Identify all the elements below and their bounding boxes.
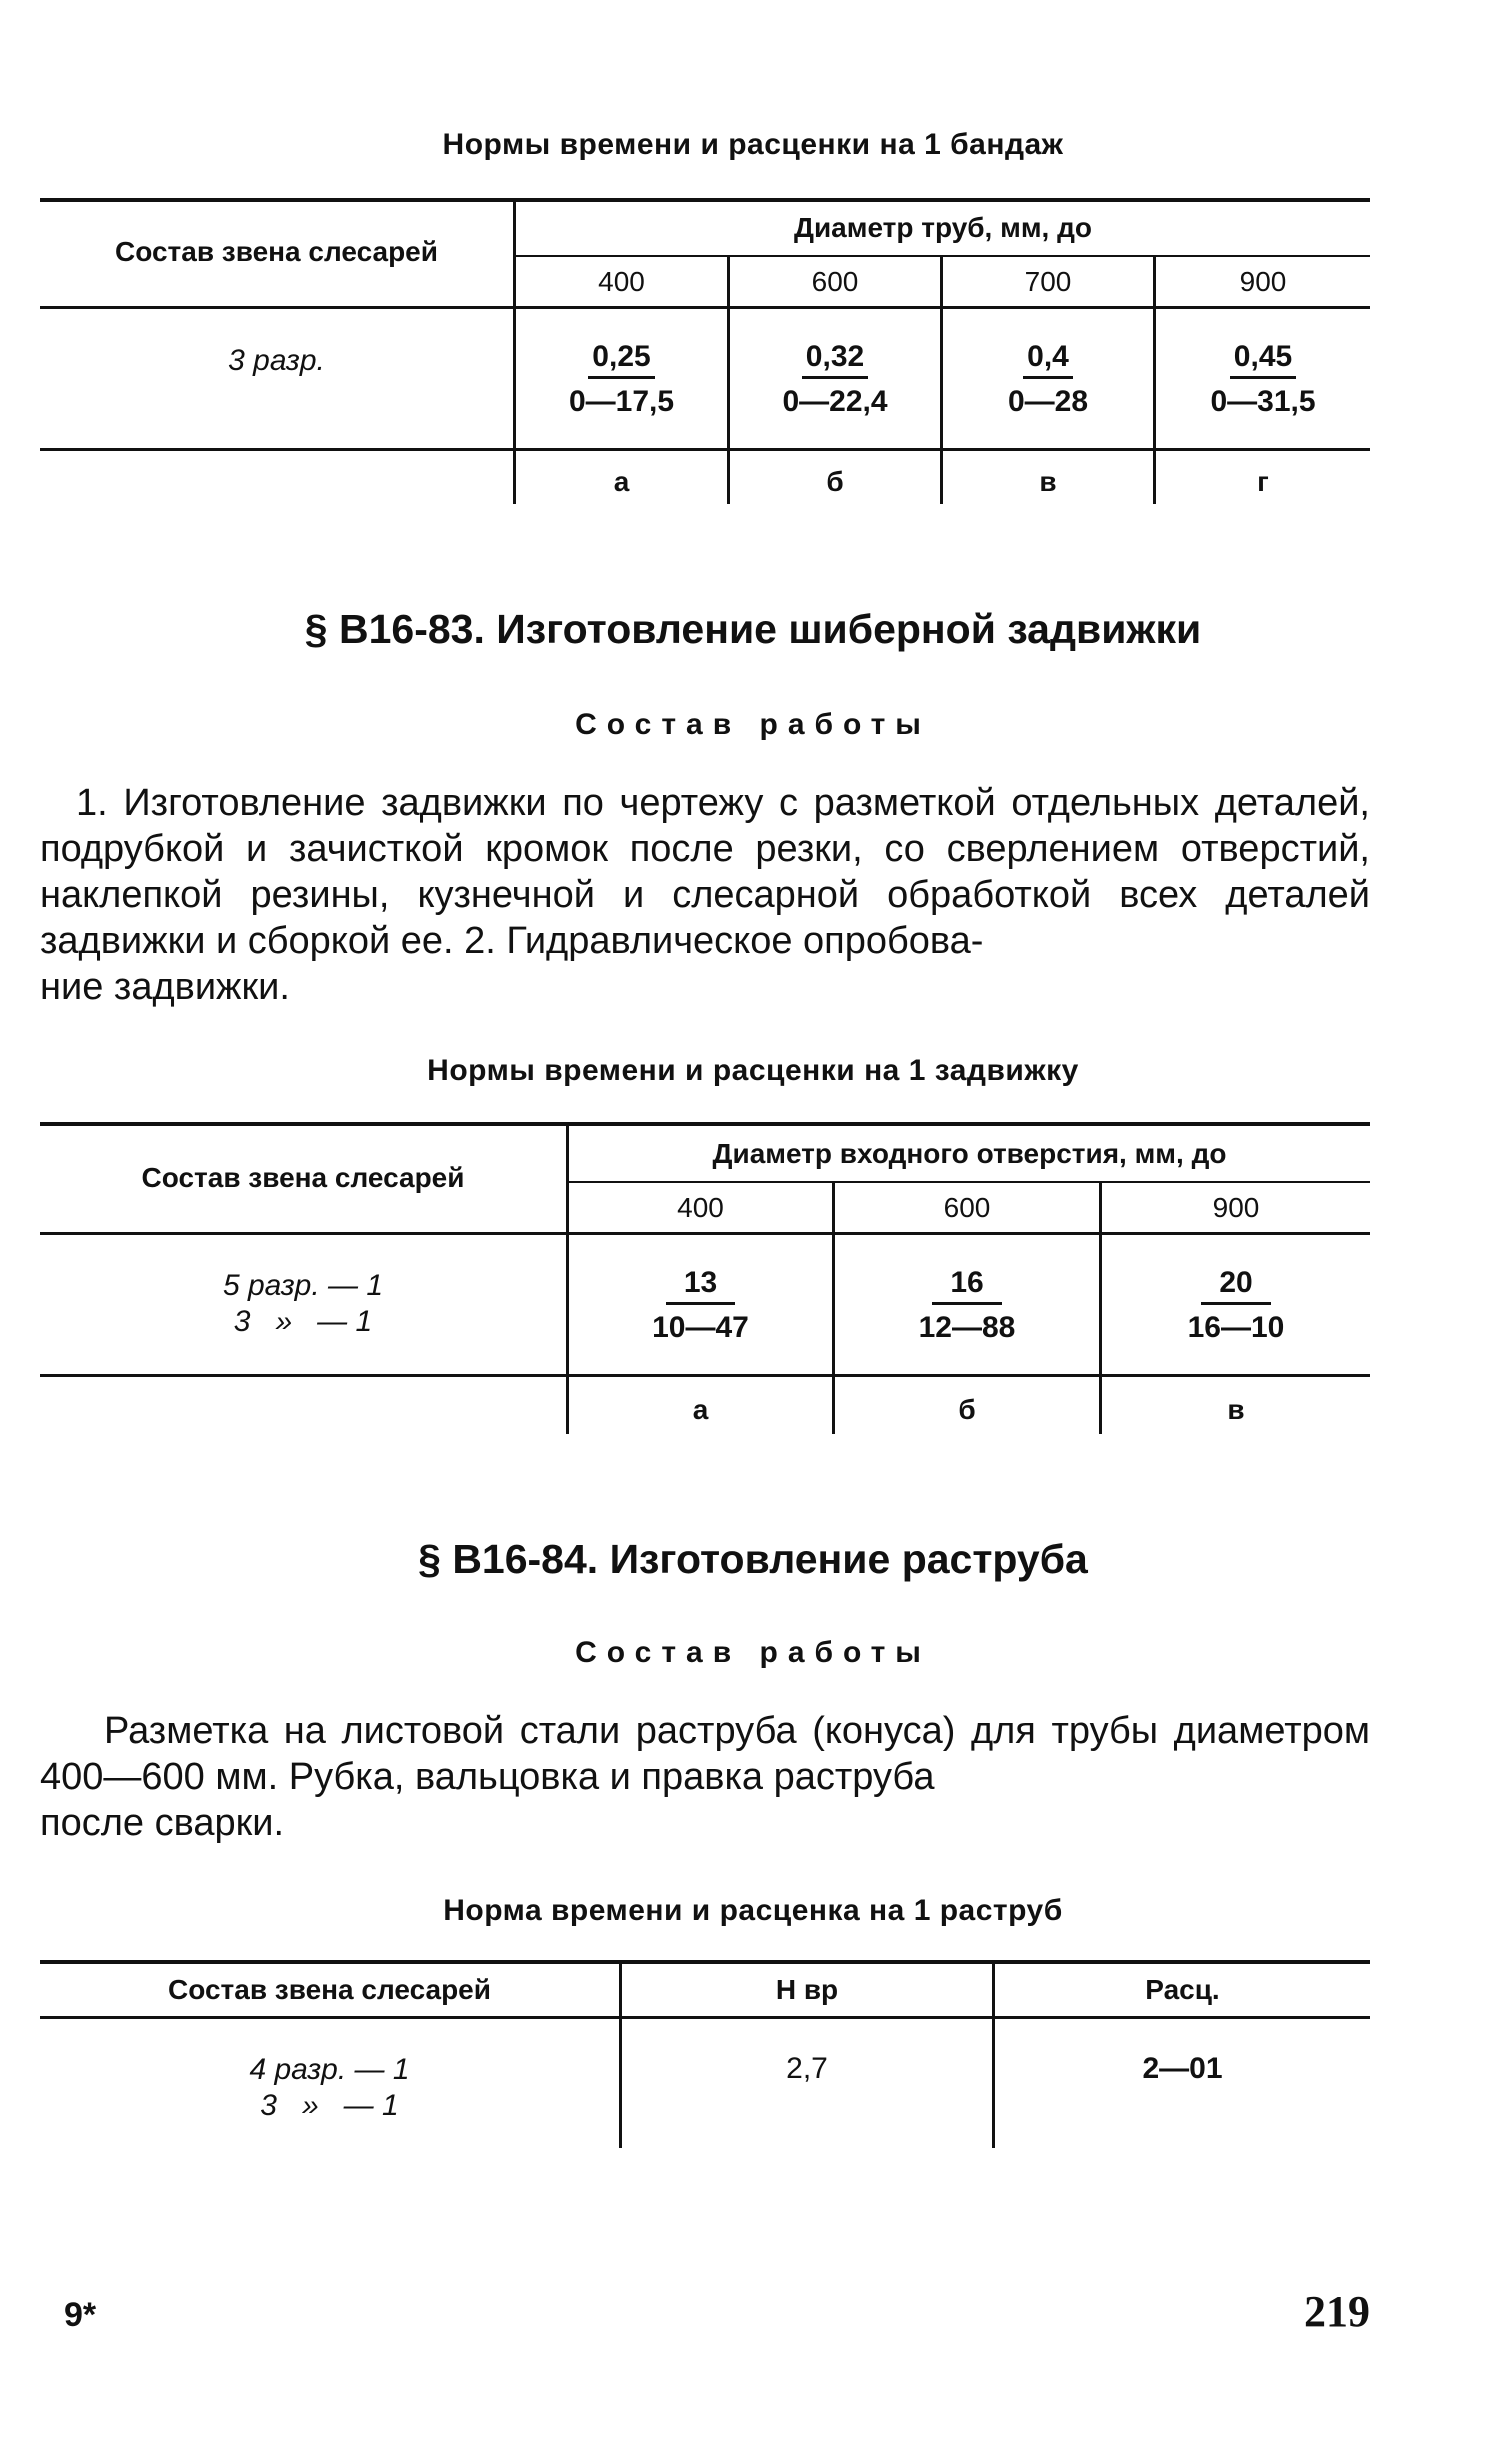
table2-col-header: 900 bbox=[1212, 1192, 1260, 1223]
section1-subhead: Состав работы bbox=[575, 708, 931, 741]
table2-group-rule bbox=[566, 1181, 1370, 1183]
paragraph-text: Разметка на листовой стали раструба (конуса) для трубы диаметром 400—600 мм. Рубка, вальцовка и правка раструба bbox=[40, 1710, 1370, 1798]
table1-column-letter: в bbox=[1039, 466, 1057, 497]
table1-value-fraction bbox=[730, 340, 940, 419]
rate: 0—31,5 bbox=[1210, 385, 1316, 418]
table2-value-fraction bbox=[835, 1266, 1099, 1345]
time-norm: 0,32 bbox=[802, 340, 868, 379]
rate: 16—10 bbox=[1187, 1311, 1285, 1344]
paragraph-end: после сварки. bbox=[40, 1802, 285, 1844]
time-norm: 0,25 bbox=[588, 340, 654, 379]
table1-header-rule bbox=[40, 306, 1370, 309]
rate: 0—22,4 bbox=[782, 385, 888, 418]
table2-value-fraction bbox=[569, 1266, 832, 1345]
table1-header-col: Состав звена слесарей bbox=[115, 236, 438, 267]
table1-column-letter: б bbox=[826, 466, 844, 497]
table3-top-rule bbox=[40, 1960, 1370, 1964]
table3-row-label bbox=[40, 2052, 619, 2124]
table2-column-letter: б bbox=[958, 1394, 976, 1425]
table1-row-label: 3 разр. bbox=[228, 344, 325, 377]
table2-col-header: 600 bbox=[943, 1192, 991, 1223]
table3-rate-value: 2—01 bbox=[1142, 2052, 1223, 2085]
table2-column-letter: в bbox=[1227, 1394, 1245, 1425]
row-label-line: 3 » — 1 bbox=[233, 1305, 373, 1338]
table2-caption: Нормы времени и расценки на 1 задвижку bbox=[427, 1054, 1079, 1087]
table1-header-group: Диаметр труб, мм, до bbox=[794, 212, 1092, 243]
section1-heading: § В16-83. Изготовление шиберной задвижки bbox=[304, 606, 1202, 652]
table1-body-rule bbox=[40, 448, 1370, 451]
table2-header-col: Состав звена слесарей bbox=[141, 1162, 465, 1193]
row-label-line: 4 разр. — 1 bbox=[249, 2053, 410, 2086]
paragraph-text: 1. Изготовление задвижки по чертежу с разметкой отдельных деталей, подрубкой и зачисткой кромок после резки, со сверлением отверстий, наклепкой резины, кузнечной и слесарной обработкой всех деталей задвижки и сборкой ее. 2. Гидравлическое опробова- bbox=[40, 782, 1370, 962]
row-label-line: 5 разр. — 1 bbox=[222, 1269, 384, 1302]
time-norm: 16 bbox=[932, 1266, 1001, 1305]
table1-column-letter: а bbox=[613, 466, 630, 497]
row-label-line: 3 » — 1 bbox=[260, 2089, 399, 2122]
rate: 12—88 bbox=[918, 1311, 1016, 1344]
table3-time-value: 2,7 bbox=[786, 2052, 828, 2085]
table2-row-label bbox=[40, 1268, 566, 1340]
table2-top-rule bbox=[40, 1122, 1370, 1126]
time-norm: 20 bbox=[1201, 1266, 1270, 1305]
table2-header-rule bbox=[40, 1232, 1370, 1235]
rate: 10—47 bbox=[652, 1311, 749, 1344]
table1-column-letter: г bbox=[1257, 466, 1269, 497]
table1-value-fraction bbox=[943, 340, 1153, 419]
table2-value-fraction bbox=[1102, 1266, 1370, 1345]
table1-value-fraction bbox=[516, 340, 727, 419]
table3-header-rule bbox=[40, 2016, 1370, 2019]
time-norm: 13 bbox=[666, 1266, 735, 1305]
table3-header-rate: Расц. bbox=[1145, 1974, 1220, 2005]
table2-header-group: Диаметр входного отверстия, мм, до bbox=[712, 1138, 1227, 1169]
section1-paragraph bbox=[40, 780, 1370, 1010]
table1-col-header: 400 bbox=[598, 266, 645, 297]
rate: 0—28 bbox=[1007, 385, 1089, 418]
table3-header-time: Н вр bbox=[775, 1974, 839, 2005]
signature-mark: 9* bbox=[64, 2296, 97, 2334]
page-number: 219 bbox=[1304, 2287, 1370, 2336]
table3-header-col: Состав звена слесарей bbox=[168, 1974, 491, 2005]
time-norm: 0,4 bbox=[1023, 340, 1073, 379]
section2-paragraph bbox=[40, 1708, 1370, 1846]
rate: 0—17,5 bbox=[568, 385, 675, 418]
table1-value-fraction bbox=[1156, 340, 1370, 419]
table1-col-header: 900 bbox=[1239, 266, 1287, 297]
table1-top-rule bbox=[40, 198, 1370, 202]
table1-col-header: 600 bbox=[811, 266, 859, 297]
table1-caption: Нормы времени и расценки на 1 бандаж bbox=[442, 128, 1064, 161]
table1-col-header: 700 bbox=[1024, 266, 1072, 297]
table3-caption: Норма времени и расценка на 1 раструб bbox=[443, 1894, 1063, 1927]
section2-subhead: Состав работы bbox=[575, 1636, 931, 1669]
table2-col-header: 400 bbox=[677, 1192, 724, 1223]
time-norm: 0,45 bbox=[1230, 340, 1296, 379]
section2-heading: § В16-84. Изготовление раструба bbox=[418, 1536, 1088, 1582]
table2-body-rule bbox=[40, 1374, 1370, 1377]
table2-column-letter: а bbox=[692, 1394, 709, 1425]
paragraph-end: ние задвижки. bbox=[40, 966, 290, 1008]
